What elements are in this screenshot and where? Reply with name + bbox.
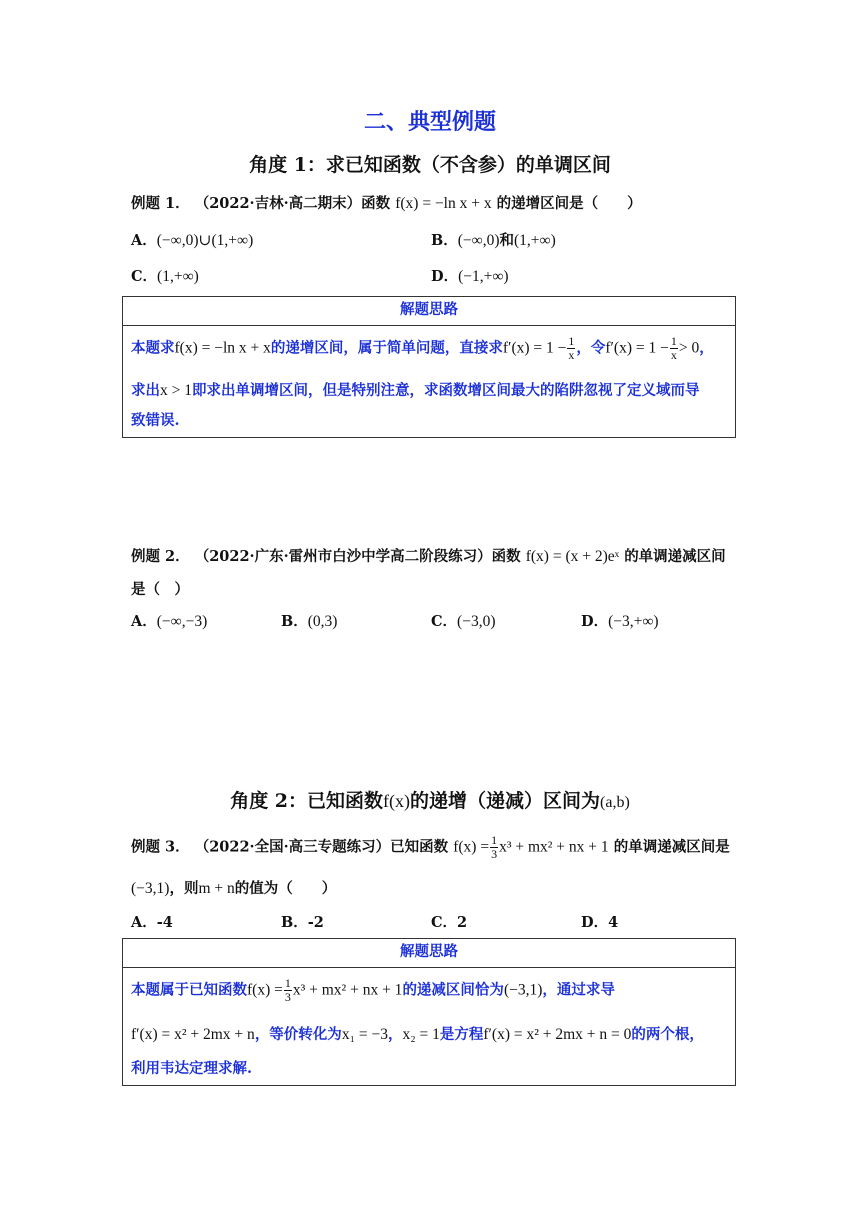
example-1-option-d[interactable]: D．(−1,+∞)	[431, 268, 509, 285]
solution-box-1-heading: 解题思路	[123, 297, 735, 326]
fraction-1-over-3: $\frac{1}{3}$	[491, 833, 498, 861]
example-3-question: 例题 3． （2022·全国·高三专题练习）已知函数 f(x) = $\frac{1}{3}$ x³ + mx² + nx + 1 的单调递减区间是	[131, 833, 730, 861]
section-title: 二、典型例题	[363, 109, 496, 135]
example-2-option-a[interactable]: A．(−∞,−3)	[131, 613, 208, 630]
example-1-option-a[interactable]: A．(−∞,0)∪(1,+∞)	[131, 232, 254, 249]
example-2-function: f(x) = (x + 2)eˣ	[525, 548, 620, 565]
example-2-option-c[interactable]: C．(−3,0)	[431, 613, 496, 630]
solution-box-2-line-2: f′(x) = x² + 2mx + n，等价转化为x₁ = −3，x₂ = 1是方程f′(x) = x² + 2mx + n = 0的两个根，	[131, 1026, 704, 1043]
solution-box-1-line-2: 求出x > 1即求出单调增区间，但是特别注意，求函数增区间最大的陷阱忽视了定义域而导	[131, 382, 700, 399]
example-2-option-b[interactable]: B．(0,3)	[281, 613, 338, 630]
example-2-question-cont: 是（ ）	[131, 581, 189, 598]
example-1-question	[131, 192, 642, 213]
example-1-function: f(x) = −ln x + x	[395, 195, 492, 212]
solution-box-2	[122, 938, 736, 1086]
example-1-option-c[interactable]: C．(1,+∞)	[131, 268, 199, 285]
example-2-option-d[interactable]: D．(−3,+∞)	[581, 613, 659, 630]
angle-2-title: 角度 2：已知函数f(x)的递增（递减）区间为(a,b)	[230, 790, 630, 812]
solution-box-2-heading: 解题思路	[123, 939, 735, 968]
solution-box-1-line-3: 致错误.	[131, 412, 180, 429]
solution-box-2-line-1: 本题属于已知函数f(x) = $\frac{1}{3}$ x³ + mx² + nx + 1的递减区间恰为(−3,1)，通过求导	[131, 976, 615, 1004]
example-3-option-c[interactable]: C．2	[431, 914, 468, 931]
example-1-source: （2022·吉林·高二期末）函数	[194, 195, 391, 212]
example-3-option-d[interactable]: D．4	[581, 914, 619, 931]
solution-box-1	[122, 296, 736, 438]
angle-1-title: 角度 1：求已知函数（不含参）的单调区间	[249, 154, 611, 176]
example-3-question-cont: (−3,1)，则m + n的值为（ ）	[131, 880, 337, 897]
fraction-1-over-x: $\frac{1}{x}$	[568, 334, 575, 362]
fraction-1-over-3: $\frac{1}{3}$	[284, 976, 291, 1004]
fraction-1-over-x: $\frac{1}{x}$	[670, 334, 677, 362]
example-1-option-b[interactable]: B．(−∞,0)和(1,+∞)	[431, 232, 556, 249]
example-1-tail: 的递增区间是（ ）	[496, 195, 642, 212]
example-3-option-b[interactable]: B．-2	[281, 914, 324, 931]
example-3-option-a[interactable]: A．-4	[131, 914, 173, 931]
example-1-label: 例题 1．	[131, 195, 190, 212]
solution-box-2-line-3: 利用韦达定理求解.	[131, 1060, 253, 1077]
solution-box-1-line-1: 本题求f(x) = −ln x + x的递增区间，属于简单问题，直接求f′(x) = 1 − $\frac{1}{x}$ ，令f′(x) = 1 − $\frac{1}{x}$ > 0，	[131, 334, 714, 362]
example-2-question: 例题 2． （2022·广东·雷州市白沙中学高二阶段练习）函数 f(x) = (x + 2)eˣ 的单调递减区间	[131, 548, 726, 565]
